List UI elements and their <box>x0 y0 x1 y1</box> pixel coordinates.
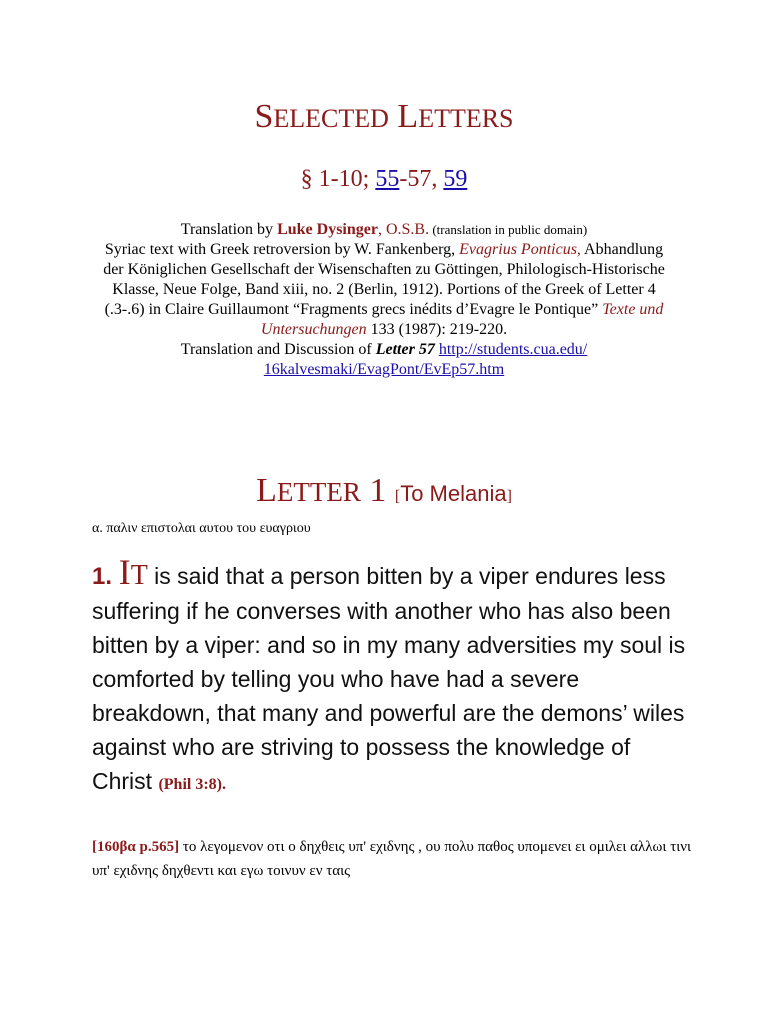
link-letter-59[interactable]: 59 <box>443 166 468 192</box>
sections-prefix: § 1-10; <box>300 166 376 192</box>
initial-t: T <box>130 560 148 591</box>
heading-number: 1 <box>360 472 395 509</box>
drop-initial: I <box>118 552 131 592</box>
greek-title: α. παλιν επιστολαι αυτου του ευαγριου <box>92 521 311 536</box>
greek-text-block <box>92 835 692 883</box>
credits-block <box>95 220 673 380</box>
link-letter-55[interactable]: 55 <box>375 166 400 192</box>
paragraph-text: is said that a person bitten by a viper endures less suffering if he converses with another who has also been bitten by a viper: and so in my many adversities my soul is comforted by telling you who have had a severe breakdown, that many and powerful are the demons’ wiles against who are striving to possess the knowledge of Christ <box>92 563 686 794</box>
texte-und-untersuchungen: Texte und Untersuchungen <box>260 301 664 338</box>
greek-page-reference: [160βα p.565] <box>92 839 180 855</box>
bracket-close: ] <box>506 488 512 505</box>
paragraph-1 <box>92 552 692 802</box>
translation-by-label: Translation by <box>180 221 278 238</box>
page-title <box>0 96 768 140</box>
title-initial-l: L <box>397 98 419 135</box>
discussion-url-part1[interactable]: http://students.cua.edu/ <box>438 341 588 358</box>
citation-pages: 133 (1987): 219-220. <box>366 321 508 338</box>
syriac-source-text: Syriac text with Greek retroversion by W. Fankenberg, <box>104 241 460 258</box>
evagrius-ponticus-title: Evagrius Ponticus, <box>459 241 581 258</box>
recipient: To Melania <box>400 481 507 506</box>
translator-name: Luke Dysinger <box>277 221 378 238</box>
title-initial-s: S <box>254 98 274 135</box>
sections-middle: -57, <box>399 166 444 192</box>
letter-heading <box>0 470 768 518</box>
discussion-prefix: Translation and Discussion of <box>180 341 376 358</box>
title-rest-elected: ELECTED <box>273 104 389 133</box>
scripture-reference: (Phil 3:8). <box>158 776 226 793</box>
heading-rest: ETTER <box>276 477 361 507</box>
greek-text: το λεγομενον οτι ο δηχθεις υπ' εχιδνης , ου πολυ παθος υπομενει ει ομιλει αλλωι τινι υπ' εχιδνης δηχθεντι και εγω τοινυν εν ταις <box>92 839 692 879</box>
abhandlung-text: Abhandlung der Königlichen Gesellschaft der Wisenschaften zu Göttingen, Philologisch-Historische Klasse, Neue Folge, Band xiii, no. 2 (Berlin, 1912). Portions of the Greek of Letter 4 (.3-.6) in Claire Guillaumont “Fragments grecs inédits d’Evagre le Pontique” <box>103 241 665 318</box>
paragraph-number: 1. <box>92 563 119 590</box>
translator-order: , O.S.B. <box>377 221 430 238</box>
section-index <box>0 164 768 194</box>
discussion-url-part2[interactable]: 16kalvesmaki/EvagPont/EvEp57.htm <box>263 361 505 378</box>
letter-57-title: Letter 57 <box>375 341 435 358</box>
heading-initial: L <box>256 472 277 509</box>
title-rest-etters: ETTERS <box>418 104 514 133</box>
public-domain-note: (translation in public domain) <box>429 222 588 237</box>
bracket-open: [ <box>394 488 401 505</box>
